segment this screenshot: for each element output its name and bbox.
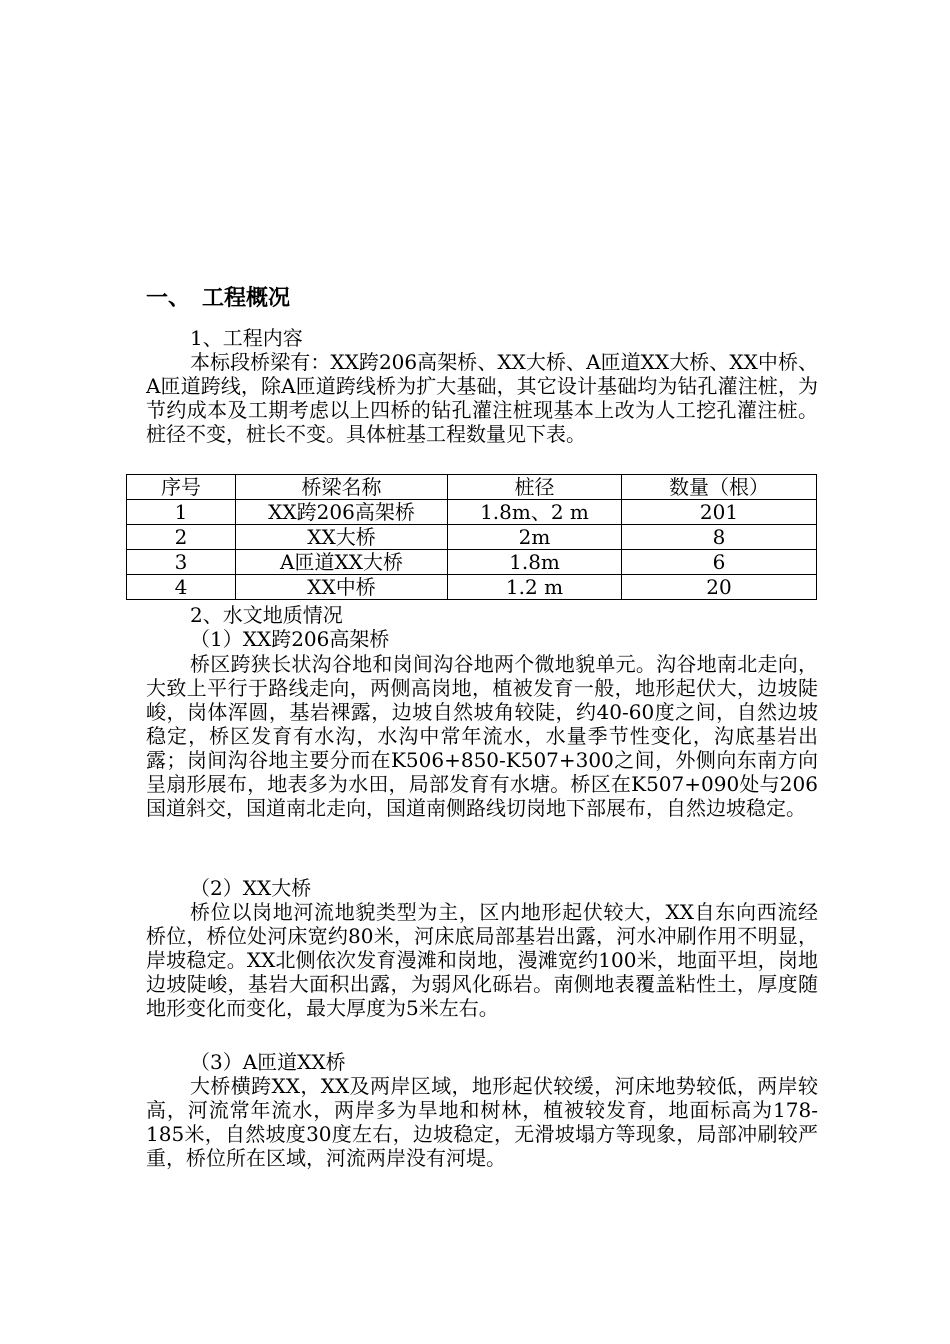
sub1-heading: （1）XX跨206高架桥 [190, 627, 390, 651]
table-cell: 8 [622, 525, 817, 550]
table-cell: XX大桥 [236, 525, 448, 550]
table-cell: 2 [127, 525, 236, 550]
table-header-cell: 序号 [127, 475, 236, 500]
table-cell: A匝道XX大桥 [236, 550, 448, 575]
table-row [127, 575, 817, 600]
table-cell: 201 [622, 500, 817, 525]
table-cell: 1 [127, 500, 236, 525]
table-cell: 1.2 m [448, 575, 622, 600]
table-cell: 4 [127, 575, 236, 600]
table-cell: 1.8m、2 m [448, 500, 622, 525]
table-row [127, 550, 817, 575]
sub3-heading: （3）A匝道XX桥 [190, 1050, 346, 1074]
table-cell: 3 [127, 550, 236, 575]
table-cell: 6 [622, 550, 817, 575]
table-cell: XX中桥 [236, 575, 448, 600]
table-row [127, 525, 817, 550]
section-heading [146, 283, 290, 315]
table-header-cell: 桥梁名称 [236, 475, 448, 500]
sub1-paragraph: 桥区跨狭长状沟谷地和岗间沟谷地两个微地貌单元。沟谷地南北走向，大致上平行于路线走向，两侧高岗地，植被发育一般，地形起伏大，边坡陡峻，岗体浑圆，基岩裸露，边坡自然坡角较陡，约40-60度之间，自然边坡稳定，桥区发育有水沟，水沟中常年流水，水量季节性变化，沟底基岩出露；岗间沟谷地主要分而在K506+850-K507+300之间，外侧向东南方向呈扇形展布，地表多为水田，局部发育有水塘。桥区在K507+090处与206国道斜交，国道南北走向，国道南侧路线切岗地下部展布，自然边坡稳定。 [146, 652, 818, 820]
sub2-paragraph: 桥位以岗地河流地貌类型为主，区内地形起伏较大，XX自东向西流经桥位，桥位处河床宽约80米，河床底局部基岩出露，河水冲刷作用不明显，岸坡稳定。XX北侧依次发育漫滩和岗地，漫滩宽约100米，地面平坦，岗地边坡陡峻，基岩大面积出露，为弱风化砾岩。南侧地表覆盖粘性土，厚度随地形变化而变化，最大厚度为5米左右。 [146, 900, 818, 1020]
table-header-cell: 数量（根） [622, 475, 817, 500]
table-row [127, 500, 817, 525]
section-number: 一、 [146, 286, 191, 311]
sub2-heading: （2）XX大桥 [190, 876, 312, 900]
table-cell: XX跨206高架桥 [236, 500, 448, 525]
part1-paragraph: 本标段桥梁有：XX跨206高架桥、XX大桥、A匝道XX大桥、XX中桥、A匝道跨线，除A匝道跨线桥为扩大基础，其它设计基础均为钻孔灌注桩，为节约成本及工期考虑以上四桥的钻孔灌注桩现基本上改为人工挖孔灌注桩。桩径不变，桩长不变。具体桩基工程数量见下表。 [146, 350, 818, 446]
pile-quantity-table [126, 474, 817, 600]
table-header-row [127, 475, 817, 500]
part2-heading: 2、水文地质情况 [190, 603, 343, 627]
table-header-cell: 桩径 [448, 475, 622, 500]
part1-heading: 1、工程内容 [190, 326, 303, 350]
section-title: 工程概况 [202, 286, 291, 311]
table-cell: 1.8m [448, 550, 622, 575]
sub3-paragraph: 大桥横跨XX，XX及两岸区域，地形起伏较缓，河床地势较低，两岸较高，河流常年流水，两岸多为旱地和树林，植被较发育，地面标高为178-185米，自然坡度30度左右，边坡稳定，无滑坡塌方等现象，局部冲刷较严重，桥位所在区域，河流两岸没有河堤。 [146, 1074, 818, 1170]
table-cell: 2m [448, 525, 622, 550]
table-cell: 20 [622, 575, 817, 600]
